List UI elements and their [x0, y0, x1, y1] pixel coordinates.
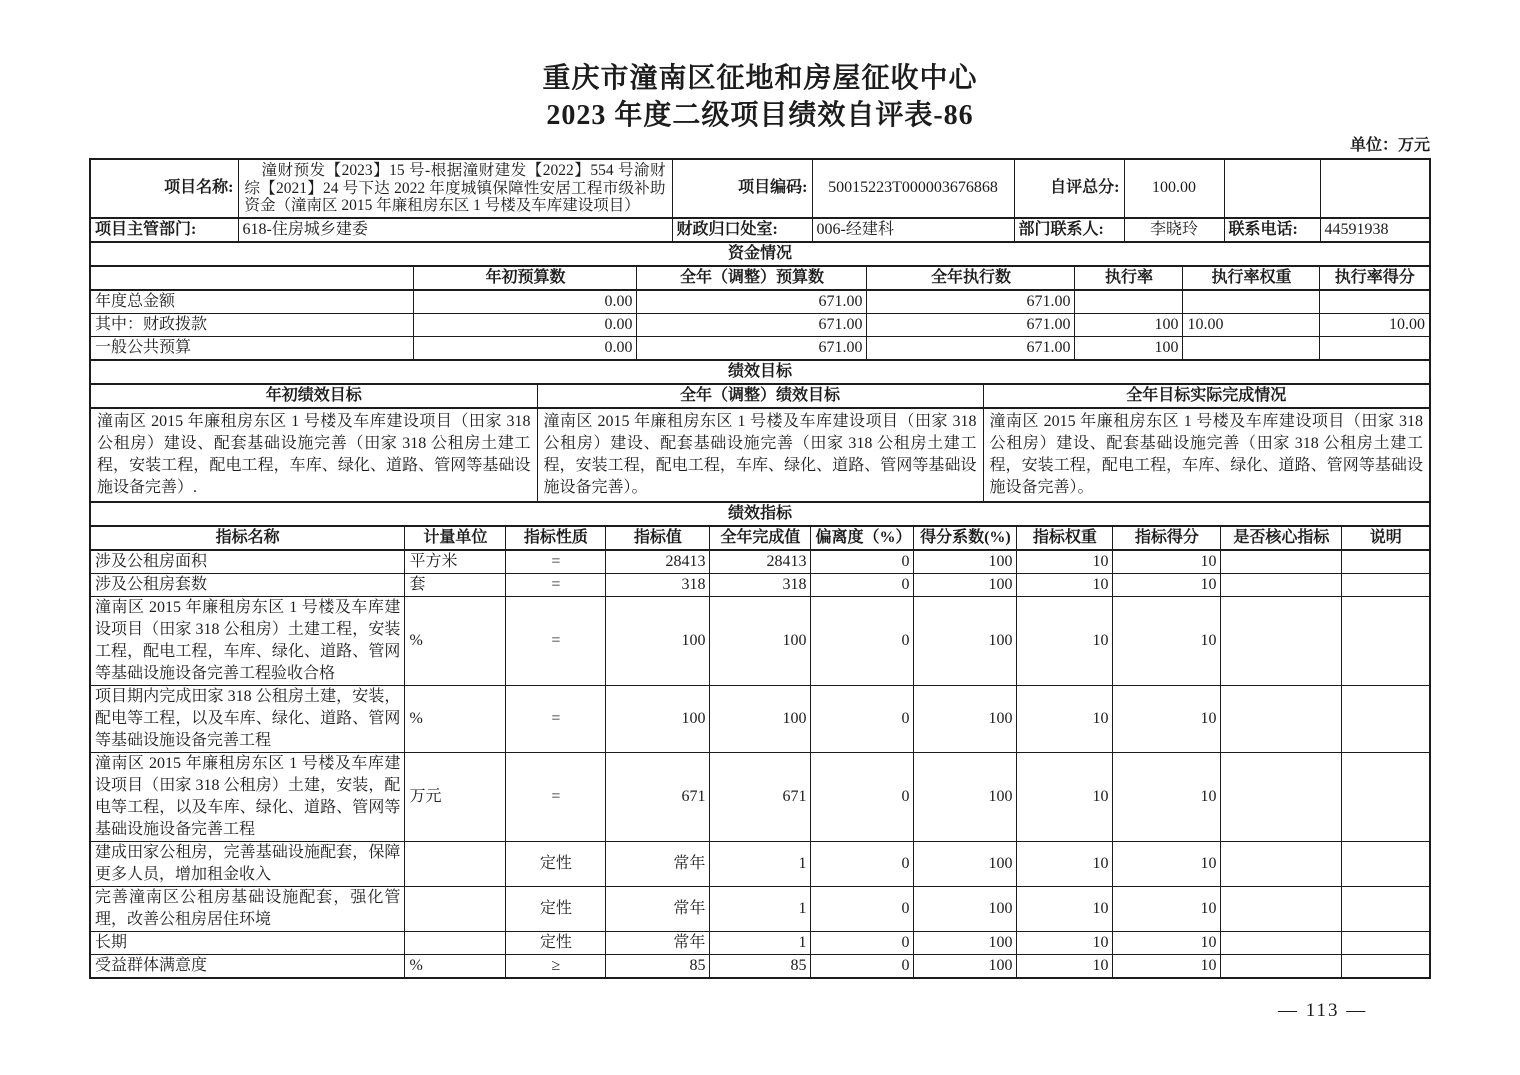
indicator-core-cell — [1221, 752, 1342, 841]
table-row — [90, 550, 1430, 574]
indicator-note-cell — [1342, 573, 1430, 596]
table-row — [90, 159, 1430, 218]
indicator-header-cell: 指标名称 — [90, 526, 405, 550]
table-row — [90, 841, 1430, 886]
indicator-note-cell — [1342, 954, 1430, 978]
funding-cell: 671.00 — [867, 290, 1075, 314]
indicator-header-cell: 指标性质 — [506, 526, 606, 550]
project-code-value: 50015223T000003676868 — [812, 159, 1014, 218]
indicator-nature-cell: = — [506, 685, 606, 752]
indicators-section-title: 绩效指标 — [90, 502, 1430, 526]
self-score-label: 自评总分: — [1014, 159, 1124, 218]
table-row — [90, 290, 1430, 314]
funding-cell: 0.00 — [414, 313, 637, 336]
dept-value: 618-住房城乡建委 — [238, 218, 672, 242]
table-row — [90, 931, 1430, 954]
indicator-header-cell: 指标权重 — [1017, 526, 1113, 550]
indicator-weight-cell: 10 — [1017, 752, 1113, 841]
indicator-header-cell: 全年完成值 — [710, 526, 811, 550]
indicator-coefficient-cell: 100 — [914, 596, 1017, 685]
funding-cell: 671.00 — [637, 290, 867, 314]
indicator-nature-cell: 定性 — [506, 841, 606, 886]
contact-value: 李晓玲 — [1124, 218, 1224, 242]
target-actual-text: 潼南区 2015 年廉租房东区 1 号楼及车库建设项目（田家 318 公租房）建设、配套基础设施完善（田家 318 公租房土建工程，安装工程，配电工程，车库、绿化、道路、管网等基础设施设备完善）。 — [983, 408, 1430, 502]
indicator-core-cell — [1221, 886, 1342, 931]
table-row — [90, 360, 1430, 384]
indicator-name-cell: 长期 — [90, 931, 405, 954]
indicator-value-cell: 常年 — [606, 931, 710, 954]
indicator-deviation-cell: 0 — [811, 841, 914, 886]
funding-cell — [1320, 290, 1430, 314]
indicator-completed-cell: 85 — [710, 954, 811, 978]
indicator-coefficient-cell: 100 — [914, 954, 1017, 978]
document-title: 重庆市潼南区征地和房屋征收中心 — [542, 63, 978, 94]
blank-cell — [1224, 159, 1320, 218]
indicator-weight-cell: 10 — [1017, 886, 1113, 931]
table-row — [90, 502, 1430, 526]
indicator-name-cell: 涉及公租房面积 — [90, 550, 405, 574]
table-row — [90, 313, 1430, 336]
funding-cell: 671.00 — [637, 336, 867, 360]
indicator-weight-cell: 10 — [1017, 841, 1113, 886]
indicator-core-cell — [1221, 550, 1342, 574]
table-row — [90, 526, 1430, 550]
targets-section-title: 绩效目标 — [90, 360, 1430, 384]
funding-cell: 10.00 — [1183, 313, 1320, 336]
indicator-nature-cell: = — [506, 596, 606, 685]
indicator-value-cell: 318 — [606, 573, 710, 596]
phone-label: 联系电话: — [1224, 218, 1320, 242]
indicator-completed-cell: 318 — [710, 573, 811, 596]
funding-header-cell: 全年执行数 — [867, 266, 1075, 290]
indicator-unit-cell — [405, 886, 506, 931]
funding-header-cell: 执行率权重 — [1183, 266, 1320, 290]
dept-label: 项目主管部门: — [90, 218, 238, 242]
indicator-nature-cell: = — [506, 752, 606, 841]
indicator-weight-cell: 10 — [1017, 954, 1113, 978]
indicator-core-cell — [1221, 685, 1342, 752]
indicator-note-cell — [1342, 596, 1430, 685]
indicator-value-cell: 28413 — [606, 550, 710, 574]
funding-header-cell: 执行率 — [1075, 266, 1183, 290]
indicator-coefficient-cell: 100 — [914, 841, 1017, 886]
indicator-weight-cell: 10 — [1017, 931, 1113, 954]
indicator-name-cell: 项目期内完成田家 318 公租房土建，安装，配电等工程，以及车库、绿化、道路、管网等基础设施设备完善工程 — [90, 685, 405, 752]
indicator-score-cell: 10 — [1113, 886, 1221, 931]
project-code-label: 项目编码: — [672, 159, 812, 218]
indicator-unit-cell — [405, 841, 506, 886]
indicator-weight-cell: 10 — [1017, 685, 1113, 752]
indicator-value-cell: 100 — [606, 596, 710, 685]
self-score-value: 100.00 — [1124, 159, 1224, 218]
indicator-core-cell — [1221, 931, 1342, 954]
funding-cell: 100 — [1075, 313, 1183, 336]
indicator-name-cell: 受益群体满意度 — [90, 954, 405, 978]
funding-cell: 671.00 — [867, 313, 1075, 336]
indicator-score-cell: 10 — [1113, 954, 1221, 978]
indicator-deviation-cell: 0 — [811, 886, 914, 931]
indicator-completed-cell: 1 — [710, 931, 811, 954]
indicator-completed-cell: 1 — [710, 841, 811, 886]
indicator-score-cell: 10 — [1113, 573, 1221, 596]
document-subtitle: 2023 年度二级项目绩效自评表-86 — [546, 100, 974, 131]
indicator-coefficient-cell: 100 — [914, 752, 1017, 841]
indicator-note-cell — [1342, 752, 1430, 841]
finance-office-value: 006-经建科 — [812, 218, 1014, 242]
funding-row-label: 其中：财政拨款 — [90, 313, 414, 336]
indicator-coefficient-cell: 100 — [914, 931, 1017, 954]
table-row — [90, 596, 1430, 685]
indicator-coefficient-cell: 100 — [914, 550, 1017, 574]
targets-table — [89, 359, 1431, 503]
indicator-header-cell: 得分系数(%) — [914, 526, 1017, 550]
indicator-header-cell: 指标得分 — [1113, 526, 1221, 550]
indicator-value-cell: 常年 — [606, 886, 710, 931]
funding-header-cell: 执行率得分 — [1320, 266, 1430, 290]
funding-header-cell: 年初预算数 — [414, 266, 637, 290]
table-row — [90, 752, 1430, 841]
table-row — [90, 685, 1430, 752]
indicator-completed-cell: 28413 — [710, 550, 811, 574]
indicator-note-cell — [1342, 685, 1430, 752]
indicator-unit-cell: 套 — [405, 573, 506, 596]
indicator-weight-cell: 10 — [1017, 596, 1113, 685]
indicator-name-cell: 潼南区 2015 年廉租房东区 1 号楼及车库建设项目（田家 318 公租房）土建，安装，配电等工程，以及车库、绿化、道路、管网等基础设施设备完善工程 — [90, 752, 405, 841]
table-row — [90, 242, 1430, 266]
indicator-nature-cell: = — [506, 550, 606, 574]
targets-header-cell: 全年目标实际完成情况 — [983, 384, 1430, 408]
indicator-deviation-cell: 0 — [811, 931, 914, 954]
funding-row-label: 年度总金额 — [90, 290, 414, 314]
table-row — [90, 886, 1430, 931]
funding-table — [89, 241, 1431, 361]
indicator-core-cell — [1221, 596, 1342, 685]
indicator-value-cell: 85 — [606, 954, 710, 978]
indicator-value-cell: 671 — [606, 752, 710, 841]
funding-cell: 100 — [1075, 336, 1183, 360]
indicator-deviation-cell: 0 — [811, 685, 914, 752]
table-row — [90, 218, 1430, 242]
indicator-nature-cell: ≥ — [506, 954, 606, 978]
indicator-header-cell: 偏离度（%） — [811, 526, 914, 550]
indicator-core-cell — [1221, 954, 1342, 978]
funding-cell — [1183, 336, 1320, 360]
indicator-score-cell: 10 — [1113, 596, 1221, 685]
indicator-name-cell: 建成田家公租房，完善基础设施配套，保障更多人员，增加租金收入 — [90, 841, 405, 886]
indicators-table — [89, 501, 1431, 979]
indicator-deviation-cell: 0 — [811, 752, 914, 841]
indicator-weight-cell: 10 — [1017, 573, 1113, 596]
indicator-header-cell: 说明 — [1342, 526, 1430, 550]
indicator-completed-cell: 671 — [710, 752, 811, 841]
table-row — [90, 954, 1430, 978]
indicator-score-cell: 10 — [1113, 841, 1221, 886]
project-name-value: 潼财预发【2023】15 号-根据潼财建发【2022】554 号渝财综【2021】24 号下达 2022 年度城镇保障性安居工程市级补助资金（潼南区 2015 年廉租房东区 1 号楼及车库建设项目） — [238, 159, 672, 218]
contact-label: 部门联系人: — [1014, 218, 1124, 242]
indicator-header-cell: 是否核心指标 — [1221, 526, 1342, 550]
funding-cell: 0.00 — [414, 290, 637, 314]
indicator-score-cell: 10 — [1113, 550, 1221, 574]
indicator-core-cell — [1221, 841, 1342, 886]
funding-section-title: 资金情况 — [90, 242, 1430, 266]
table-row — [90, 336, 1430, 360]
indicator-name-cell: 完善潼南区公租房基础设施配套，强化管理，改善公租房居住环境 — [90, 886, 405, 931]
indicator-value-cell: 100 — [606, 685, 710, 752]
indicator-name-cell: 涉及公租房套数 — [90, 573, 405, 596]
funding-cell: 671.00 — [867, 336, 1075, 360]
finance-office-label: 财政归口处室: — [672, 218, 812, 242]
indicator-score-cell: 10 — [1113, 752, 1221, 841]
indicator-unit-cell: 平方米 — [405, 550, 506, 574]
funding-cell — [1320, 336, 1430, 360]
indicator-unit-cell: 万元 — [405, 752, 506, 841]
indicator-name-cell: 潼南区 2015 年廉租房东区 1 号楼及车库建设项目（田家 318 公租房）土建工程，安装工程，配电工程，车库、绿化、道路、管网等基础设施设备完善工程验收合格 — [90, 596, 405, 685]
indicator-unit-cell: % — [405, 685, 506, 752]
table-row — [90, 408, 1430, 502]
indicator-score-cell: 10 — [1113, 685, 1221, 752]
indicator-note-cell — [1342, 550, 1430, 574]
funding-header-cell: 全年（调整）预算数 — [637, 266, 867, 290]
indicator-core-cell — [1221, 573, 1342, 596]
indicator-coefficient-cell: 100 — [914, 886, 1017, 931]
project-info-table — [89, 158, 1431, 243]
funding-header-cell — [90, 266, 414, 290]
targets-header-cell: 年初绩效目标 — [90, 384, 537, 408]
blank-cell — [1320, 159, 1430, 218]
indicator-completed-cell: 1 — [710, 886, 811, 931]
indicator-completed-cell: 100 — [710, 685, 811, 752]
page-number: — 113 — — [1278, 1000, 1368, 1021]
indicator-note-cell — [1342, 841, 1430, 886]
targets-header-cell: 全年（调整）绩效目标 — [537, 384, 983, 408]
indicator-score-cell: 10 — [1113, 931, 1221, 954]
funding-cell: 671.00 — [637, 313, 867, 336]
target-initial-text: 潼南区 2015 年廉租房东区 1 号楼及车库建设项目（田家 318 公租房）建设、配套基础设施完善（田家 318 公租房土建工程，安装工程，配电工程，车库、绿化、道路、管网等基础设施设备完善）. — [90, 408, 537, 502]
funding-cell — [1183, 290, 1320, 314]
unit-note: 单位：万元 — [1349, 137, 1430, 154]
indicator-unit-cell: % — [405, 954, 506, 978]
indicator-header-cell: 指标值 — [606, 526, 710, 550]
table-row — [90, 384, 1430, 408]
indicator-coefficient-cell: 100 — [914, 573, 1017, 596]
indicator-note-cell — [1342, 931, 1430, 954]
indicator-deviation-cell: 0 — [811, 596, 914, 685]
phone-value: 44591938 — [1320, 218, 1430, 242]
indicator-note-cell — [1342, 886, 1430, 931]
target-adjusted-text: 潼南区 2015 年廉租房东区 1 号楼及车库建设项目（田家 318 公租房）建设、配套基础设施完善（田家 318 公租房土建工程，安装工程，配电工程，车库、绿化、道路、管网等基础设施设备完善）。 — [537, 408, 983, 502]
funding-cell — [1075, 290, 1183, 314]
project-name-label: 项目名称: — [90, 159, 238, 218]
funding-cell: 10.00 — [1320, 313, 1430, 336]
indicator-nature-cell: 定性 — [506, 931, 606, 954]
indicator-deviation-cell: 0 — [811, 550, 914, 574]
indicator-deviation-cell: 0 — [811, 573, 914, 596]
indicator-weight-cell: 10 — [1017, 550, 1113, 574]
indicator-unit-cell — [405, 931, 506, 954]
indicator-nature-cell: 定性 — [506, 886, 606, 931]
funding-row-label: 一般公共预算 — [90, 336, 414, 360]
indicator-nature-cell: = — [506, 573, 606, 596]
indicator-value-cell: 常年 — [606, 841, 710, 886]
indicator-header-cell: 计量单位 — [405, 526, 506, 550]
indicator-unit-cell: % — [405, 596, 506, 685]
indicator-completed-cell: 100 — [710, 596, 811, 685]
indicator-coefficient-cell: 100 — [914, 685, 1017, 752]
table-row — [90, 266, 1430, 290]
indicator-deviation-cell: 0 — [811, 954, 914, 978]
funding-cell: 0.00 — [414, 336, 637, 360]
table-row — [90, 573, 1430, 596]
